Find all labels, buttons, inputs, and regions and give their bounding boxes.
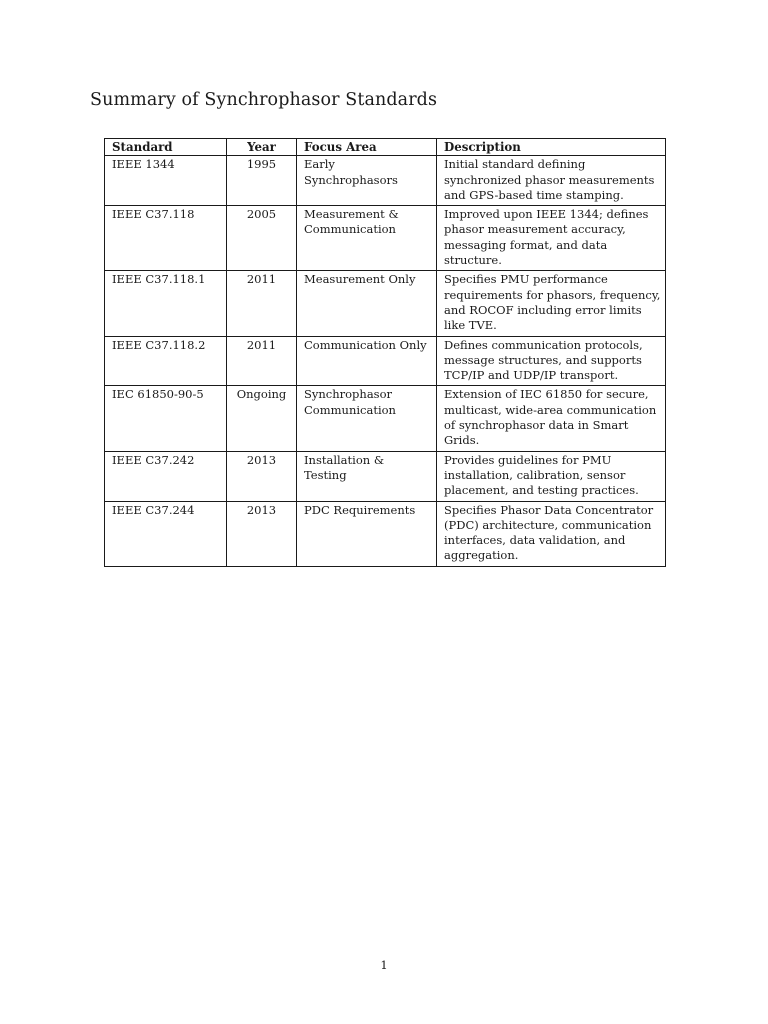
cell-standard: IEEE 1344 [105, 156, 227, 206]
cell-focus-area: Synchrophasor Communication [297, 386, 437, 451]
page-title: Summary of Synchrophasor Standards [90, 90, 438, 110]
cell-description: Specifies Phasor Data Concentrator (PDC) architecture, communication interfaces, data validation, and aggregation. [437, 501, 666, 566]
cell-description: Defines communication protocols, message structures, and supports TCP/IP and UDP/IP transport. [437, 336, 666, 386]
cell-year: 2005 [227, 206, 297, 271]
header-description: Description [437, 139, 666, 156]
header-standard: Standard [105, 139, 227, 156]
cell-year: 2013 [227, 501, 297, 566]
table-header-row [105, 139, 666, 156]
cell-year: Ongoing [227, 386, 297, 451]
header-year: Year [227, 139, 297, 156]
cell-description: Specifies PMU performance requirements for phasors, frequency, and ROCOF including error limits like TVE. [437, 271, 666, 336]
cell-description: Extension of IEC 61850 for secure, multicast, wide-area communication of synchrophasor data in Smart Grids. [437, 386, 666, 451]
cell-description: Improved upon IEEE 1344; defines phasor measurement accuracy, messaging format, and data structure. [437, 206, 666, 271]
standards-table [104, 138, 666, 567]
cell-standard: IEEE C37.242 [105, 451, 227, 501]
cell-standard: IEEE C37.118.2 [105, 336, 227, 386]
cell-standard: IEEE C37.118.1 [105, 271, 227, 336]
cell-focus-area: Communication Only [297, 336, 437, 386]
cell-standard: IEEE C37.244 [105, 501, 227, 566]
cell-focus-area: Early Synchrophasors [297, 156, 437, 206]
header-focus-area: Focus Area [297, 139, 437, 156]
cell-year: 1995 [227, 156, 297, 206]
cell-description: Initial standard defining synchronized phasor measurements and GPS-based time stamping. [437, 156, 666, 206]
cell-year: 2013 [227, 451, 297, 501]
cell-focus-area: Installation & Testing [297, 451, 437, 501]
table-row [105, 451, 666, 501]
table-row [105, 156, 666, 206]
table-row [105, 271, 666, 336]
cell-standard: IEEE C37.118 [105, 206, 227, 271]
cell-focus-area: PDC Requirements [297, 501, 437, 566]
cell-focus-area: Measurement Only [297, 271, 437, 336]
cell-focus-area: Measurement & Communication [297, 206, 437, 271]
page-number: 1 [380, 958, 388, 972]
table-row [105, 206, 666, 271]
cell-standard: IEC 61850-90-5 [105, 386, 227, 451]
cell-description: Provides guidelines for PMU installation, calibration, sensor placement, and testing practices. [437, 451, 666, 501]
table-row [105, 501, 666, 566]
cell-year: 2011 [227, 336, 297, 386]
table-row [105, 386, 666, 451]
cell-year: 2011 [227, 271, 297, 336]
table-row [105, 336, 666, 386]
